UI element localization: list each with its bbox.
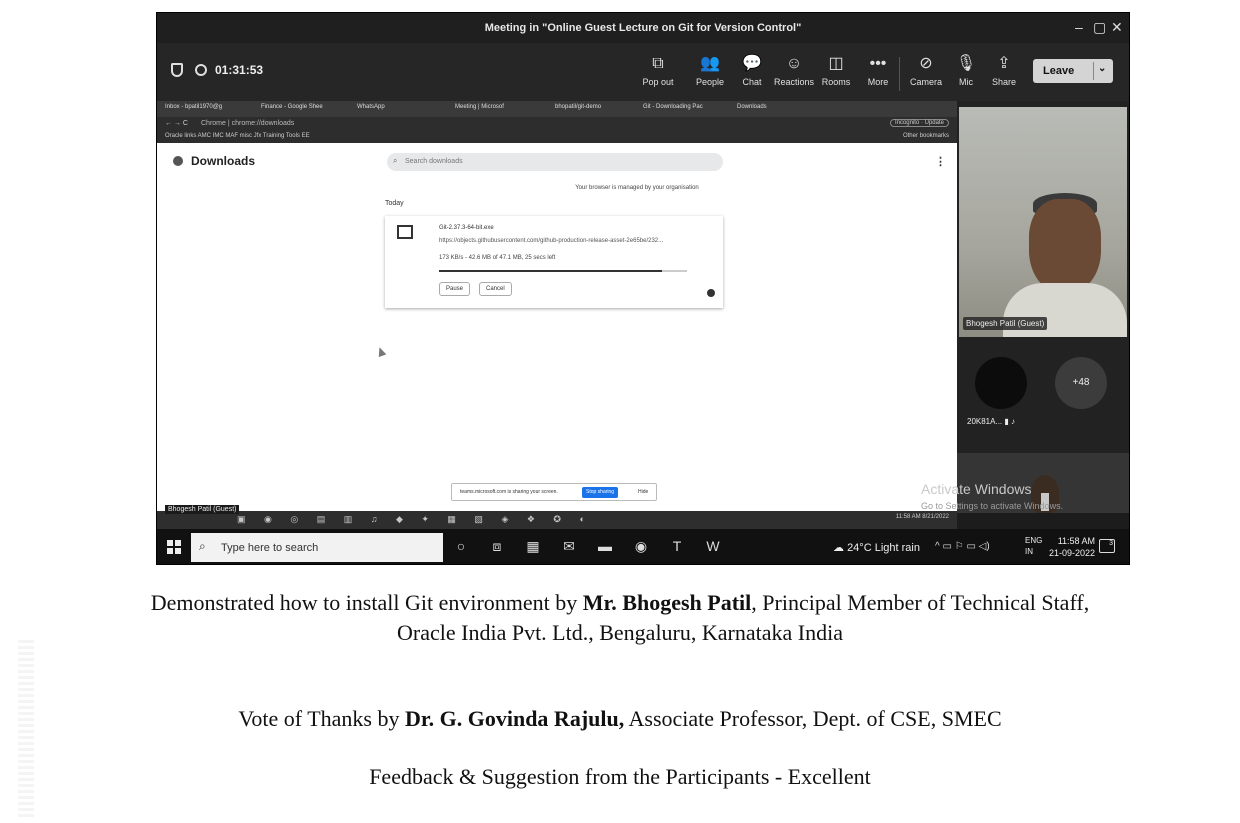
taskbar-apps xyxy=(443,538,731,555)
presenter-taskbar xyxy=(157,506,957,529)
bookmark-list[interactable]: Oracle links AMC IMC MAF misc Jfx Training Tools EE xyxy=(165,133,310,139)
other-bookmarks[interactable]: Other bookmarks xyxy=(902,133,949,139)
download-url[interactable]: https://objects.githubusercontent.com/github-production-release-asset-2e65be/232... xyxy=(439,238,664,244)
more-icon: ••• xyxy=(869,55,887,72)
camera-off-icon: ⊘ xyxy=(919,55,933,72)
teams-icon[interactable]: T xyxy=(672,538,682,554)
browser-tab[interactable]: Finance - Google Shee xyxy=(261,104,323,110)
share-button[interactable]: ⇪ Share xyxy=(983,53,1025,87)
chat-button[interactable]: 💬 Chat xyxy=(731,53,773,87)
avatar[interactable] xyxy=(975,357,1027,409)
pop-out-icon: ⧉ xyxy=(652,55,664,72)
recording-icon xyxy=(195,64,207,76)
page-title: Downloads xyxy=(191,154,256,168)
browser-tab[interactable]: WhatsApp xyxy=(357,104,385,110)
people-button[interactable]: 👥 People xyxy=(689,53,731,87)
activate-windows-watermark: Activate Windows xyxy=(921,481,1032,497)
mouse-cursor-icon xyxy=(376,346,387,357)
chevron-down-icon[interactable]: ⌄ xyxy=(1098,63,1107,74)
download-progress-text: 173 KB/s - 42.6 MB of 47.1 MB, 25 secs left xyxy=(439,255,556,261)
shield-icon xyxy=(171,63,183,77)
word-icon[interactable]: W xyxy=(706,538,720,554)
store-icon[interactable]: ▦ xyxy=(526,538,540,554)
update-button[interactable]: Incognito · Update xyxy=(890,119,949,127)
chat-icon: 💬 xyxy=(742,55,762,72)
close-icon[interactable]: ✕ xyxy=(1111,19,1123,35)
screen-share-notice: teams.microsoft.com is sharing your screen. Stop sharing Hide xyxy=(451,483,657,501)
thanks-name: Dr. G. Govinda Rajulu, xyxy=(404,706,625,731)
leave-divider xyxy=(1093,62,1094,80)
more-participants-badge[interactable]: +48 xyxy=(1055,357,1107,409)
section-heading: Today xyxy=(385,200,404,207)
taskbar-clock[interactable]: 11:58 AM 21-09-2022 xyxy=(1049,536,1096,558)
pause-button[interactable]: Pause xyxy=(439,282,470,296)
download-item xyxy=(385,216,723,308)
rooms-icon: ◫ xyxy=(828,55,844,72)
title-bar xyxy=(157,13,1129,43)
caption-line-1: Demonstrated how to install Git environment by Mr. Bhogesh Patil, Principal Member of Technical Staff, xyxy=(150,590,1090,615)
people-icon: 👥 xyxy=(700,55,720,72)
camera-button[interactable]: ⊘ Camera xyxy=(905,53,947,87)
file-icon xyxy=(397,225,413,239)
bookmarks-bar xyxy=(157,131,957,143)
windows-start-icon[interactable] xyxy=(167,540,181,554)
browser-tab-active[interactable]: Downloads xyxy=(737,104,767,110)
search-downloads-input[interactable]: ⌕ Search downloads xyxy=(387,153,723,171)
minimize-icon[interactable]: – xyxy=(1075,19,1083,35)
download-progress-bar xyxy=(439,270,687,272)
more-button[interactable]: ••• More xyxy=(857,53,899,87)
pop-out-button[interactable]: ⧉ Pop out xyxy=(637,53,679,87)
more-options-icon[interactable]: ⋮ xyxy=(935,156,946,168)
participant-status-icon: ▮ ♪ xyxy=(1004,417,1015,426)
taskbar-search-input[interactable]: ⌕ Type here to search xyxy=(191,533,443,562)
search-icon: ⌕ xyxy=(393,156,398,165)
stop-sharing-button[interactable]: Stop sharing xyxy=(582,487,618,498)
scan-artifact xyxy=(18,640,34,820)
address-bar[interactable] xyxy=(157,117,957,131)
task-view-icon[interactable]: ⧈ xyxy=(492,538,502,554)
rooms-button[interactable]: ◫ Rooms xyxy=(815,53,857,87)
mic-off-icon: 🎙 xyxy=(955,55,977,72)
meeting-timer: 01:31:53 xyxy=(215,63,264,77)
presenter-clock: 11:58 AM 8/21/2022 xyxy=(895,514,949,520)
meeting-screenshot xyxy=(156,12,1130,565)
cloud-icon: ☁ xyxy=(833,542,844,554)
download-filename[interactable]: Git-2.37.3-64-bit.exe xyxy=(439,225,494,231)
hide-button[interactable]: Hide xyxy=(638,489,649,495)
vote-of-thanks-line: Vote of Thanks by Dr. G. Govinda Rajulu, Associate Professor, Dept. of CSE, SMEC xyxy=(238,706,1002,731)
managed-notice: Your browser is managed by your organisation xyxy=(575,185,699,191)
browser-tab[interactable]: Meeting | Microsof xyxy=(455,104,504,110)
mail-icon[interactable]: ✉ xyxy=(563,538,575,554)
speaker-name: Mr. Bhogesh Patil xyxy=(582,590,752,615)
back-forward-reload-icon[interactable]: ← → C xyxy=(165,120,188,127)
maximize-icon[interactable]: ▢ xyxy=(1093,19,1107,35)
caption-line-2: Oracle India Pvt. Ltd., Bengaluru, Karnataka India xyxy=(397,620,843,645)
reactions-button[interactable]: ☺ Reactions xyxy=(773,55,815,87)
language-indicator[interactable]: ENG IN xyxy=(1025,536,1043,556)
file-explorer-icon[interactable]: ▬ xyxy=(598,538,612,554)
browser-tab[interactable]: bhopatil/git-demo xyxy=(555,104,602,110)
windows-taskbar xyxy=(157,529,1129,565)
browser-tab[interactable]: Inbox - bpatil1970@g xyxy=(165,104,223,110)
cortana-icon[interactable]: ○ xyxy=(456,538,466,554)
cancel-button[interactable]: Cancel xyxy=(479,282,512,296)
search-icon: ⌕ xyxy=(199,539,206,553)
notification-icon[interactable]: 3 xyxy=(1099,539,1115,553)
download-progress-fill xyxy=(439,270,662,272)
chrome-logo-icon xyxy=(173,156,183,166)
window-title: Meeting in "Online Guest Lecture on Git for Version Control" xyxy=(484,22,802,34)
participant-name: 20K81A... ▮ ♪ xyxy=(967,417,1015,426)
browser-tab-strip xyxy=(157,101,957,117)
chrome-icon[interactable]: ◉ xyxy=(634,538,648,554)
meeting-toolbar xyxy=(157,43,1129,101)
url-field[interactable]: Chrome | chrome://downloads xyxy=(201,120,295,127)
status-icon xyxy=(707,289,715,297)
browser-tab[interactable]: Git - Downloading Pac xyxy=(643,104,703,110)
feedback-line: Feedback & Suggestion from the Participants - Excellent xyxy=(369,764,871,789)
shared-screen-browser xyxy=(157,101,957,511)
share-icon: ⇪ xyxy=(997,55,1011,72)
system-tray-icons[interactable]: ^ ▭ ⚐ ▭ ◁) xyxy=(935,541,990,552)
presenter-video[interactable] xyxy=(959,107,1127,337)
presenter-face xyxy=(1029,199,1101,293)
presenter-name: Bhogesh Patil (Guest) xyxy=(963,317,1047,330)
participants-panel xyxy=(957,101,1130,513)
toolbar-divider xyxy=(899,57,900,91)
weather-widget[interactable]: ☁ 24°C Light rain xyxy=(833,542,920,554)
leave-button[interactable]: Leave ⌄ xyxy=(1033,59,1113,83)
presenter-name-tag: Bhogesh Patil (Guest) xyxy=(165,505,239,514)
mic-button[interactable]: 🎙 Mic xyxy=(945,53,987,87)
presenter-taskbar-icons: ▣ ◉ ◎ ▤ ▥ ♫ ◆ ✦ ▦ ▧ ◈ ❖ ✪ ◐ xyxy=(237,514,593,524)
reactions-icon: ☺ xyxy=(785,55,803,72)
activate-windows-hint: Go to Settings to activate Windows. xyxy=(921,501,1064,511)
